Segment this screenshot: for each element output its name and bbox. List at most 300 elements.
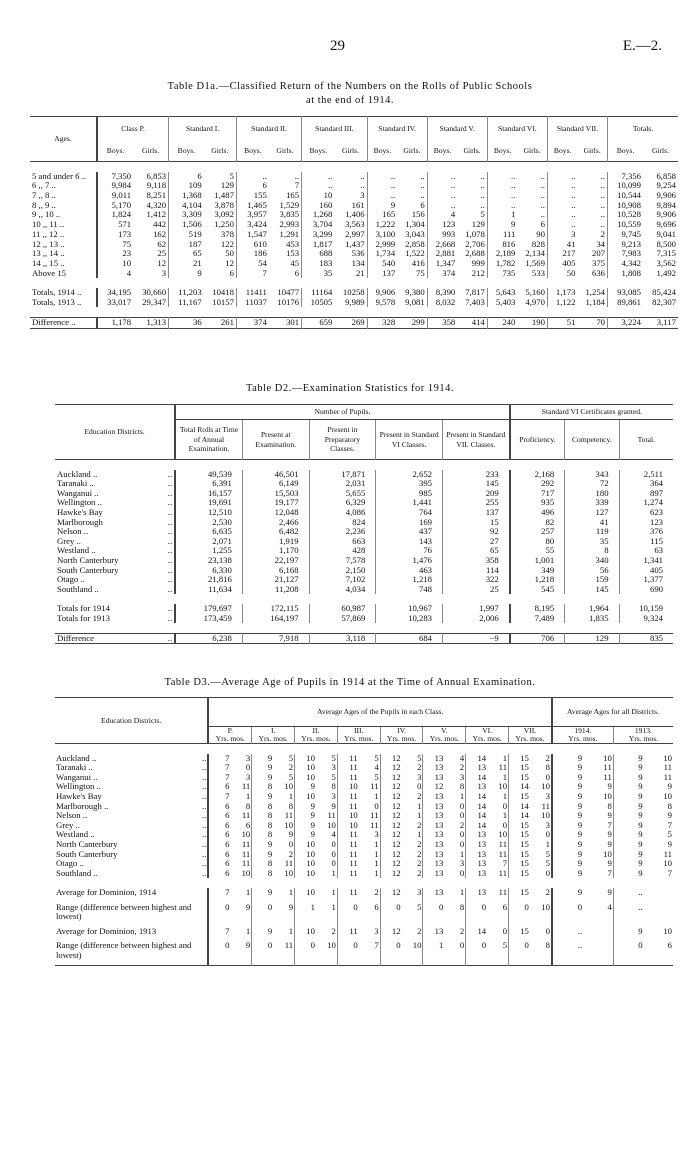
boys-header: Boys. [367, 141, 397, 162]
cell: 5,403 [487, 298, 517, 308]
cell: 0 [545, 925, 550, 936]
cell: 999 [471, 257, 485, 268]
cell: 1,547 [236, 230, 268, 240]
leader-dots: .. [202, 752, 207, 763]
cell: 14 [466, 927, 487, 942]
district-name: Hawke's Bay [56, 790, 102, 801]
cell: 9 [245, 940, 251, 951]
cell: 519 [169, 230, 204, 240]
cell: 11037 [236, 298, 268, 308]
cell: 9 [613, 763, 643, 773]
cell: 7,489 [510, 614, 565, 624]
cell: 187 [169, 240, 204, 250]
cell: 11 [370, 819, 379, 830]
cell: 123 [619, 518, 673, 528]
cell: 5 [374, 752, 379, 763]
cell: 29,347 [142, 296, 167, 307]
cell: 301 [286, 317, 300, 328]
cell: 10 [241, 829, 251, 840]
cell: 186 [236, 249, 268, 259]
cell: 9 [667, 838, 672, 849]
cell: 90 [536, 228, 545, 239]
cell: 8 [331, 781, 336, 792]
leader-dots: .. [167, 602, 173, 613]
cell: 8,251 [146, 190, 167, 201]
cell: 13 [466, 888, 487, 903]
cell: 9 [607, 838, 612, 849]
cell: 1,254 [585, 286, 605, 297]
cell: 11 [337, 888, 358, 903]
cell: 5 [288, 771, 294, 782]
cell: 5 [374, 771, 379, 782]
cell: 1,274 [619, 498, 673, 508]
girls-header: Girls. [341, 146, 360, 156]
cell: 3,092 [214, 209, 234, 220]
cell: 8 [252, 869, 273, 879]
cell: 11 [663, 762, 672, 773]
district-name: Auckland .. [57, 468, 98, 479]
summary-row [55, 927, 673, 942]
cell: 11 [241, 848, 251, 859]
cell: 13 [423, 754, 444, 764]
district-name: Taranaki .. [56, 762, 93, 773]
cell: 1 [502, 771, 508, 782]
cell: 9 [613, 859, 643, 869]
cell: 2 [545, 886, 550, 897]
cell: 2 [288, 848, 294, 859]
girls-header: Girls. [211, 146, 229, 156]
cell: 3 [547, 230, 577, 240]
cell: 395 [376, 479, 443, 489]
cell: 13 [423, 859, 444, 869]
cell: 6,853 [146, 170, 167, 181]
boys-header: Boys. [427, 141, 457, 162]
cell: 12 [380, 888, 401, 903]
cell: 7 [607, 867, 612, 878]
cell: .. [367, 172, 397, 182]
row-label: Above 15 [32, 267, 67, 278]
cell: 212 [471, 267, 485, 278]
cell [644, 888, 673, 903]
cell: 9 [613, 802, 643, 812]
cell: 540 [367, 259, 397, 269]
cell: 688 [302, 249, 335, 259]
cell: 2 [288, 762, 294, 773]
cell: 0 [331, 848, 336, 859]
cell: .. [487, 172, 517, 182]
cell: 63 [619, 546, 673, 556]
cell: 9 [613, 792, 643, 802]
cell: 165 [367, 210, 397, 220]
cell: 7 [374, 940, 379, 951]
cell: 6 [229, 267, 234, 278]
cell: 10418 [212, 286, 234, 297]
cell: 7 [294, 180, 300, 191]
district-name: Wellington .. [57, 497, 102, 508]
cell: 6 [169, 172, 204, 182]
district-name: North Canterbury [56, 838, 118, 849]
cell: 9 [552, 869, 583, 879]
cell: .. [420, 170, 425, 181]
cell: 533 [531, 267, 545, 278]
cell: 2 [417, 848, 422, 859]
district-name: Auckland .. [56, 752, 97, 763]
cell: 72 [565, 479, 619, 489]
cell: .. [302, 172, 335, 182]
cell: 5 [288, 752, 294, 763]
cell: 111 [487, 230, 517, 240]
cell: 160 [302, 201, 335, 211]
cell: .. [547, 181, 577, 191]
cell: 7 [208, 773, 230, 783]
row-label: Difference .. [32, 317, 76, 328]
cell: 2 [417, 838, 422, 849]
cell: 15 [509, 840, 530, 850]
cell: 6 [420, 199, 425, 210]
cell: 15 [509, 859, 530, 869]
cell: 6,635 [175, 527, 242, 537]
cell: 13 [423, 763, 444, 773]
cell: 9 [552, 754, 583, 764]
cell: 6 [208, 821, 230, 831]
cell: 7,356 [608, 172, 643, 182]
cell: 4,086 [309, 508, 376, 518]
cell: 12 [225, 257, 234, 268]
cell: 57,869 [309, 614, 376, 624]
group-header: Standard II. [236, 117, 301, 142]
cell: 14 [509, 782, 530, 792]
cell: 8,032 [427, 298, 457, 308]
cell: 0 [459, 829, 465, 840]
cell: .. [600, 219, 605, 230]
cell: 496 [510, 508, 565, 518]
cell: 9,696 [656, 219, 676, 230]
cell: 25 [157, 248, 167, 259]
cell: 11 [337, 840, 358, 850]
cell: 9 [613, 754, 643, 764]
cell: 49,539 [175, 470, 242, 480]
summary-row [55, 903, 673, 927]
cell: 1 [288, 925, 294, 936]
girls-header: Girls. [142, 146, 160, 156]
cell: 8 [459, 781, 465, 792]
cell: 442 [153, 219, 167, 230]
cell: 9,380 [405, 286, 425, 297]
cell: 5 [480, 209, 485, 220]
cell: 12 [380, 927, 401, 942]
district-name: Grey .. [56, 819, 80, 830]
district-name: North Canterbury [57, 554, 119, 565]
cell: 15 [443, 518, 510, 528]
cell: 9 [613, 821, 643, 831]
cell: 115 [619, 537, 673, 547]
cell: 10 [412, 940, 422, 951]
cell: 109 [169, 181, 204, 191]
cell: 6 [374, 901, 379, 912]
cell: 10 [498, 781, 508, 792]
district-name: Taranaki .. [57, 478, 94, 489]
cell: 41 [565, 518, 619, 528]
cell: 1,122 [547, 298, 577, 308]
cell: .. [360, 180, 365, 191]
cell: 33,017 [97, 298, 133, 308]
cell: 14 [509, 811, 530, 821]
cell: .. [547, 220, 577, 230]
cell: 6 [667, 940, 672, 951]
spacer-cell [55, 623, 673, 633]
all-districts-header: Average Ages for all Districts. [552, 698, 673, 727]
cell: 240 [487, 318, 517, 329]
cell: 10 [541, 781, 550, 792]
cell: 11 [663, 771, 672, 782]
cell: 13 [466, 830, 487, 840]
cell: 11,634 [175, 585, 242, 595]
cell: 6 [208, 850, 230, 860]
row-label [55, 585, 175, 595]
district-name: Westland .. [56, 829, 95, 840]
cell: 19,691 [175, 498, 242, 508]
class-header: II. [295, 727, 338, 736]
cell: 453 [286, 238, 300, 249]
class-header: V. [423, 727, 466, 736]
cell: 7,315 [656, 248, 676, 259]
cell: 405 [547, 259, 577, 269]
group-header: Class P. [97, 117, 169, 142]
cell: 10 [295, 754, 316, 764]
girls-header: Girls. [523, 146, 541, 156]
cell: 0 [380, 941, 401, 966]
table-row [30, 269, 678, 279]
cell: 1 [331, 867, 336, 878]
cell: 5,655 [309, 489, 376, 499]
cell: 545 [510, 585, 565, 595]
cell: 1,406 [345, 209, 365, 220]
cell: 257 [510, 527, 565, 537]
cell: 6,858 [656, 170, 676, 181]
cell: 13 [423, 792, 444, 802]
leader-dots: .. [202, 762, 207, 773]
cell: 7 [208, 792, 230, 802]
cell: 10 [327, 940, 336, 951]
cell: 9 [552, 888, 583, 903]
cell: 2 [417, 819, 422, 830]
cell: 10 [327, 819, 336, 830]
cell: .. [360, 170, 365, 181]
cell: 2 [374, 886, 379, 897]
cell: 9 [288, 901, 294, 912]
cell: 0 [252, 903, 273, 927]
cell: 339 [565, 498, 619, 508]
cell: 9,118 [146, 180, 167, 191]
cell: 35 [565, 537, 619, 547]
cell: 25 [443, 585, 510, 595]
group-header: Totals. [608, 117, 679, 142]
cell: 165 [286, 190, 300, 201]
cell: 60,987 [309, 604, 376, 614]
cell: 7 [208, 754, 230, 764]
cell: 161 [351, 199, 365, 210]
cell: 1 [459, 848, 465, 859]
districts-header: Education Districts. [55, 698, 208, 744]
cell: 12,048 [242, 508, 309, 518]
cell: 4 [459, 752, 465, 763]
column-header: Total. [619, 420, 673, 460]
cell: 11 [370, 781, 379, 792]
cell: .. [547, 172, 577, 182]
cell: 2,999 [367, 240, 397, 250]
cell: 4 [97, 269, 133, 279]
cell: 1,222 [367, 220, 397, 230]
cell: 10 [241, 867, 251, 878]
unit-header: Yrs. mos. [552, 735, 613, 744]
cell: 13 [423, 888, 444, 903]
cell: 16,157 [175, 489, 242, 499]
cell: 1,487 [214, 190, 234, 201]
cell: .. [487, 201, 517, 211]
row-label: Totals, 1913 .. [32, 296, 82, 307]
cell: 41 [547, 240, 577, 250]
spacer-row [55, 623, 673, 633]
cell: 23,138 [175, 556, 242, 566]
cell: 15 [509, 850, 530, 860]
cell: 54 [236, 259, 268, 269]
cell: .. [487, 191, 517, 201]
cell: 13 [466, 859, 487, 869]
cell: 11,167 [169, 298, 204, 308]
cell: 1 [295, 903, 316, 927]
cell: .. [420, 180, 425, 191]
cell: 11 [284, 858, 294, 869]
cell: 13 [466, 850, 487, 860]
cell: 3 [459, 771, 465, 782]
cell: 659 [302, 318, 335, 329]
cell: 13 [466, 782, 487, 792]
cell: 2 [417, 925, 422, 936]
cell: 0 [545, 829, 550, 840]
cell: 897 [619, 489, 673, 499]
cell: 14 [466, 821, 487, 831]
leader-dots: .. [167, 468, 173, 479]
cell: 11 [337, 763, 358, 773]
cell: 0 [613, 941, 643, 966]
cell: 1,782 [487, 259, 517, 269]
cell: 143 [376, 537, 443, 547]
cell: 9 [613, 840, 643, 850]
cell: 129 [565, 633, 619, 644]
cell: 3,100 [367, 230, 397, 240]
leader-dots: .. [202, 810, 207, 821]
cell: 299 [411, 317, 425, 328]
cell: 2,652 [376, 470, 443, 480]
cell: 9,984 [97, 181, 133, 191]
district-name: Otago .. [56, 858, 84, 869]
cell: 2,688 [465, 248, 485, 259]
cell: 13 [423, 802, 444, 812]
cell: 13 [423, 850, 444, 860]
cell: 6 [208, 859, 230, 869]
cell: 3 [331, 790, 336, 801]
cell: 11 [337, 869, 358, 879]
cell: 1,569 [525, 257, 545, 268]
cell: 6,482 [242, 527, 309, 537]
unit-header: Yrs. mos. [252, 735, 295, 744]
cell: 1 [459, 790, 465, 801]
cell: 374 [236, 318, 268, 329]
cell: 14 [509, 802, 530, 812]
cell: 10 [295, 840, 316, 850]
cell: 3 [417, 886, 422, 897]
cell: 2,236 [309, 527, 376, 537]
cell: 717 [510, 489, 565, 499]
cell: 12 [380, 763, 401, 773]
cell: .. [480, 170, 485, 181]
cell: 129 [220, 180, 234, 191]
group-header: Standard I. [169, 117, 237, 142]
cell: 11 [663, 848, 672, 859]
difference-row [55, 633, 673, 644]
row-label: 10 ,, 11 .. [32, 219, 65, 230]
cell: 9 [252, 773, 273, 783]
cell: 0 [502, 819, 508, 830]
summary-row [55, 941, 673, 966]
leader-dots: .. [167, 564, 173, 575]
cell: 9 [613, 830, 643, 840]
cell: 6,329 [309, 498, 376, 508]
cell: 3 [360, 190, 365, 201]
cell: 4,342 [608, 259, 643, 269]
cell: 0 [337, 903, 358, 927]
cell: 9 [288, 829, 294, 840]
table2 [55, 404, 673, 644]
cell: 349 [510, 566, 565, 576]
cell: 4,034 [309, 585, 376, 595]
cell: 3 [545, 790, 550, 801]
cell: 7 [208, 763, 230, 773]
cell: 463 [376, 566, 443, 576]
cell: 5,170 [97, 201, 133, 211]
spacer-cell [30, 307, 678, 317]
row-label: Range (difference between highest and lowest) [56, 901, 192, 922]
cell: 14 [466, 792, 487, 802]
cell: 10 [284, 781, 294, 792]
cell: 2,858 [405, 238, 425, 249]
district-name: South Canterbury [56, 848, 118, 859]
page-number: 29 [330, 38, 345, 54]
cell: 1 [374, 790, 379, 801]
cell: 8,390 [427, 288, 457, 298]
cell: 7 [236, 269, 268, 279]
cell: 1,001 [510, 556, 565, 566]
cell: 9,578 [367, 298, 397, 308]
cell: 8 [245, 800, 251, 811]
group-header: Standard VI. [487, 117, 547, 142]
cell: 10 [295, 792, 316, 802]
cell: 10 [663, 752, 672, 763]
class-header: VI. [466, 727, 509, 736]
cell: 1,522 [405, 248, 425, 259]
cell: 0 [208, 941, 230, 966]
class-header: P. [208, 727, 251, 736]
cell: 1,291 [279, 228, 300, 239]
cell: 190 [531, 317, 545, 328]
cell: 690 [619, 585, 673, 595]
cell: 10 [97, 259, 133, 269]
row-label: 11 ,, 12 .. [32, 228, 65, 239]
cell: 50 [225, 248, 234, 259]
unit-header: Yrs. mos. [613, 735, 673, 744]
cell: 2 [459, 925, 465, 936]
cell: 9 [552, 840, 583, 850]
